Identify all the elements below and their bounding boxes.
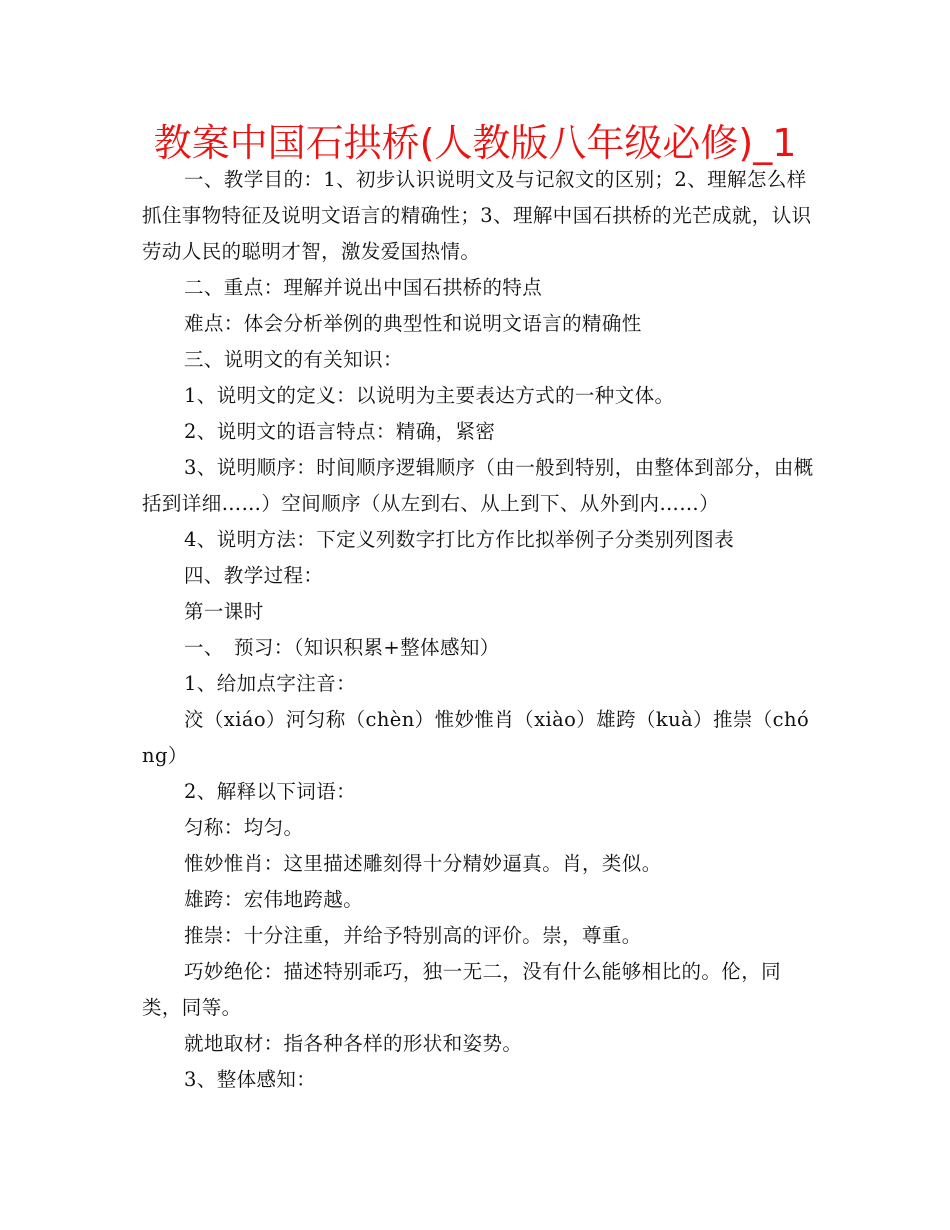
paragraph-difficulties: 难点：体会分析举例的典型性和说明文语言的精确性 (184, 312, 642, 335)
paragraph-first-lesson: 第一课时 (184, 600, 264, 623)
paragraph-teaching-goals: 一、教学目的：1、初步认识说明文及与记叙文的区别；2、理解怎么样抓住事物特征及说明文语言的精确性；3、理解中国石拱桥的光芒成就，认识劳动人民的聪明才智，激发爱国热情。 (142, 168, 812, 263)
paragraph-vocab-1: 匀称：均匀。 (184, 816, 304, 839)
paragraph-vocabulary-task: 2、解释以下词语： (184, 780, 357, 803)
paragraph-expository-knowledge: 三、说明文的有关知识： (184, 348, 403, 371)
paragraph-vocab-6: 就地取材：指各种各样的形状和姿势。 (184, 1032, 523, 1055)
paragraph-preview: 一、 预习：（知识积累+整体感知） (184, 636, 500, 659)
paragraph-vocab-2: 惟妙惟肖：这里描述雕刻得十分精妙逼真。肖，类似。 (184, 852, 662, 875)
paragraph-explanation-order: 3、说明顺序：时间顺序逻辑顺序（由一般到特别，由整体到部分，由概括到详细……）空间顺序（从左到右、从上到下、从外到内……） (142, 456, 814, 515)
paragraph-language-features: 2、说明文的语言特点：精确，紧密 (184, 420, 496, 443)
document-title: 教案中国石拱桥(人教版八年级必修)_1 (153, 121, 797, 165)
paragraph-pronunciation-task: 1、给加点字注音： (184, 672, 357, 695)
paragraph-key-points: 二、重点：理解并说出中国石拱桥的特点 (184, 276, 543, 299)
document-body (142, 162, 814, 1098)
paragraph-pronunciation-list: 洨（xiáo）河匀称（chèn）惟妙惟肖（xiào）雄跨（kuà）推崇（chóng） (142, 708, 810, 767)
paragraph-explanation-methods: 4、说明方法：下定义列数字打比方作比拟举例子分类别列图表 (184, 528, 735, 551)
paragraph-overall-perception: 3、整体感知： (184, 1068, 317, 1091)
paragraph-vocab-4: 推崇：十分注重，并给予特别高的评价。崇，尊重。 (184, 924, 642, 947)
paragraph-vocab-5: 巧妙绝伦：描述特别乖巧，独一无二，没有什么能够相比的。伦，同类，同等。 (142, 960, 782, 1019)
paragraph-vocab-3: 雄跨：宏伟地跨越。 (184, 888, 364, 911)
paragraph-teaching-process: 四、教学过程： (184, 564, 324, 587)
paragraph-definition: 1、说明文的定义：以说明为主要表达方式的一种文体。 (184, 384, 675, 407)
